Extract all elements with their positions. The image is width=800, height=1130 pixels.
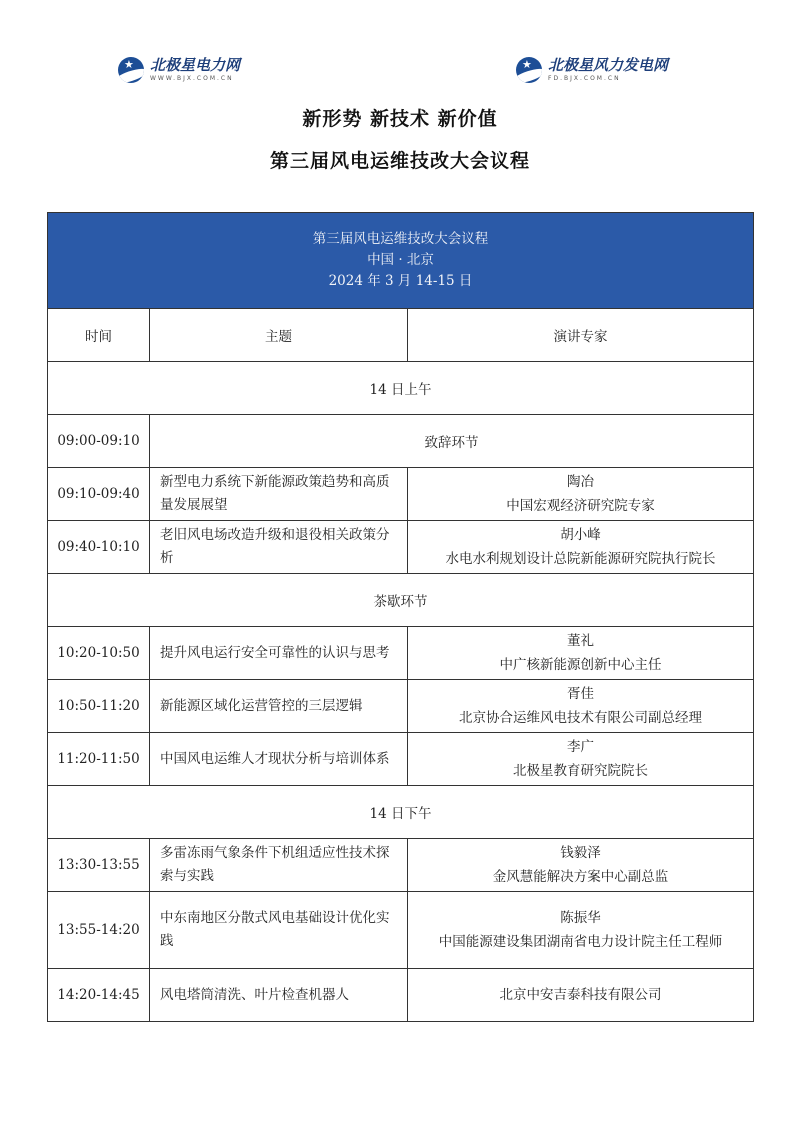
speaker-name: 钱毅泽 bbox=[560, 845, 601, 861]
logo-bjx-wind[interactable] bbox=[516, 52, 668, 88]
speaker-name: 陈振华 bbox=[560, 910, 601, 926]
column-header-speaker: 演讲专家 bbox=[408, 309, 754, 362]
speaker-name: 董礼 bbox=[567, 633, 594, 649]
section-row bbox=[48, 574, 754, 627]
speaker-org: 金风慧能解决方案中心副总监 bbox=[492, 869, 669, 885]
section-row bbox=[48, 362, 754, 415]
time-cell: 10:20-10:50 bbox=[48, 627, 150, 680]
time-cell: 10:50-11:20 bbox=[48, 680, 150, 733]
logo-mark-icon bbox=[516, 57, 542, 83]
topic-cell: 风电塔筒清洗、叶片检查机器人 bbox=[150, 969, 408, 1022]
table-row bbox=[48, 733, 754, 786]
table-row bbox=[48, 969, 754, 1022]
time-cell: 13:30-13:55 bbox=[48, 839, 150, 892]
speaker-cell bbox=[408, 680, 754, 733]
slogan-heading: 新形势 新技术 新价值 bbox=[302, 108, 498, 130]
topic-cell: 中东南地区分散式风电基础设计优化实践 bbox=[150, 892, 408, 969]
banner-date: 2024 年 3 月 14-15 日 bbox=[328, 273, 473, 289]
logo-bjx-power[interactable] bbox=[118, 52, 240, 88]
topic-cell: 老旧风电场改造升级和退役相关政策分析 bbox=[150, 521, 408, 574]
banner-title: 第三届风电运维技改大会议程 bbox=[312, 231, 489, 247]
time-cell: 09:00-09:10 bbox=[48, 415, 150, 468]
agenda-table bbox=[47, 212, 754, 1022]
speaker-org: 中国宏观经济研究院专家 bbox=[506, 498, 655, 514]
time-cell: 09:10-09:40 bbox=[48, 468, 150, 521]
speaker-org: 北极星教育研究院院长 bbox=[513, 763, 648, 779]
column-header-time: 时间 bbox=[48, 309, 150, 362]
table-row bbox=[48, 680, 754, 733]
speaker-cell bbox=[408, 468, 754, 521]
table-row bbox=[48, 415, 754, 468]
table-row bbox=[48, 468, 754, 521]
section-break: 茶歇环节 bbox=[48, 574, 754, 627]
banner-location: 中国 · 北京 bbox=[367, 252, 434, 268]
speaker-name: 胥佳 bbox=[567, 686, 594, 702]
logo-name: 北极星电力网 bbox=[150, 56, 241, 74]
speaker-cell bbox=[408, 733, 754, 786]
speaker-name: 胡小峰 bbox=[560, 527, 601, 543]
logo-name: 北极星风力发电网 bbox=[548, 56, 669, 74]
logo-mark-icon bbox=[118, 57, 144, 83]
speaker-cell bbox=[408, 521, 754, 574]
topic-cell: 致辞环节 bbox=[150, 415, 754, 468]
time-cell: 14:20-14:45 bbox=[48, 969, 150, 1022]
column-headers bbox=[48, 309, 754, 362]
topic-cell: 中国风电运维人才现状分析与培训体系 bbox=[150, 733, 408, 786]
logo-url: WWW.BJX.COM.CN bbox=[150, 75, 234, 82]
section-row bbox=[48, 786, 754, 839]
speaker-name: 陶冶 bbox=[567, 474, 594, 490]
section-afternoon: 14 日下午 bbox=[48, 786, 754, 839]
table-row bbox=[48, 892, 754, 969]
topic-cell: 新型电力系统下新能源政策趋势和高质量发展展望 bbox=[150, 468, 408, 521]
speaker-name: 李广 bbox=[567, 739, 594, 755]
column-header-topic: 主题 bbox=[150, 309, 408, 362]
table-row bbox=[48, 627, 754, 680]
logo-url: FD.BJX.COM.CN bbox=[548, 75, 621, 82]
speaker-org: 中广核新能源创新中心主任 bbox=[499, 657, 662, 673]
topic-cell: 多雷冻雨气象条件下机组适应性技术探索与实践 bbox=[150, 839, 408, 892]
section-morning: 14 日上午 bbox=[48, 362, 754, 415]
table-row bbox=[48, 839, 754, 892]
topic-cell: 新能源区域化运营管控的三层逻辑 bbox=[150, 680, 408, 733]
speaker-org: 水电水利规划设计总院新能源研究院执行院长 bbox=[445, 551, 716, 567]
speaker-cell bbox=[408, 839, 754, 892]
page-title: 第三届风电运维技改大会议程 bbox=[269, 150, 530, 172]
speaker-cell bbox=[408, 627, 754, 680]
speaker-cell bbox=[408, 892, 754, 969]
speaker-org: 北京协合运维风电技术有限公司副总经理 bbox=[459, 710, 702, 726]
speaker-cell: 北京中安吉泰科技有限公司 bbox=[408, 969, 754, 1022]
table-row bbox=[48, 521, 754, 574]
time-cell: 09:40-10:10 bbox=[48, 521, 150, 574]
time-cell: 13:55-14:20 bbox=[48, 892, 150, 969]
speaker-org: 中国能源建设集团湖南省电力设计院主任工程师 bbox=[438, 934, 723, 950]
agenda-banner bbox=[48, 213, 754, 309]
topic-cell: 提升风电运行安全可靠性的认识与思考 bbox=[150, 627, 408, 680]
time-cell: 11:20-11:50 bbox=[48, 733, 150, 786]
